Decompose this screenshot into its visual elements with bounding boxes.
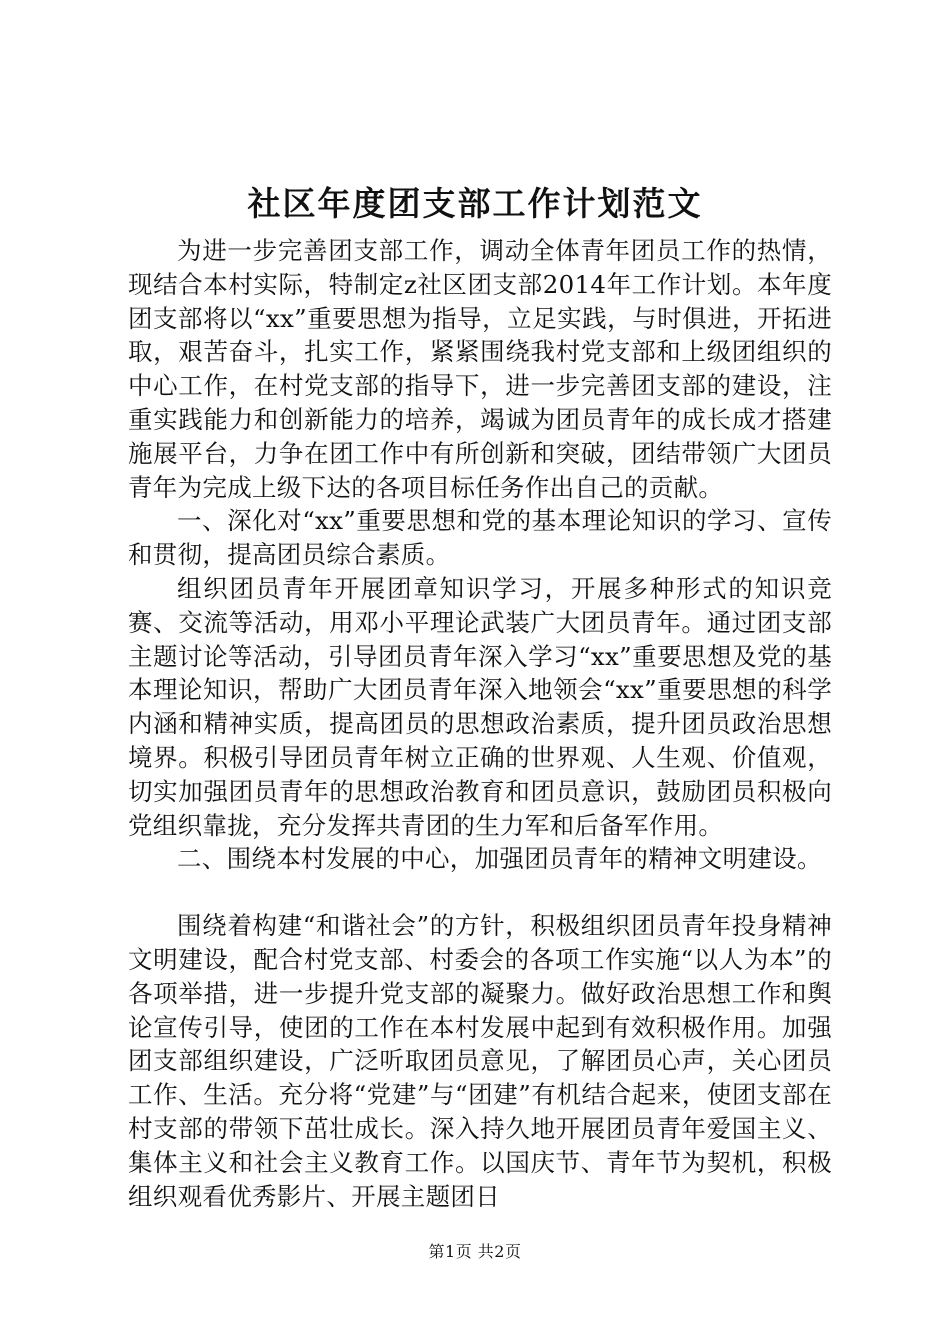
paragraph-section-2: 围绕着构建“和谐社会”的方针，积极组织团员青年投身精神文明建设，配合村党支部、村委会的各项工作实施“以人为本”的各项举措，进一步提升党支部的凝聚力。做好政治思想工作和舆论宣传引导，使团的工作在本村发展中起到有效积极作用。加强团支部组织建设，广泛听取团员意见，了解团员心声，关心团员工作、生活。充分将“党建”与“团建”有机结合起来，使团支部在村支部的带领下茁壮成长。深入持久地开展团员青年爱国主义、集体主义和社会主义教育工作。以国庆节、青年节为契机，积极组织观看优秀影片、开展主题团日 <box>128 911 832 1211</box>
document-body <box>128 234 832 1213</box>
paragraph-section-1: 组织团员青年开展团章知识学习，开展多种形式的知识竞赛、交流等活动，用邓小平理论武装广大团员青年。通过团支部主题讨论等活动，引导团员青年深入学习“xx”重要思想及党的基本理论知识，帮助广大团员青年深入地领会“xx”重要思想的科学内涵和精神实质，提高团员的思想政治素质，提升团员政治思想境界。积极引导团员青年树立正确的世界观、人生观、价值观，切实加强团员青年的思想政治教育和团员意识，鼓励团员积极向党组织靠拢，充分发挥共青团的生力军和后备军作用。 <box>128 573 832 840</box>
page-number-footer: 第1页 共2页 <box>428 1242 522 1261</box>
document-title: 社区年度团支部工作计划范文 <box>247 184 703 223</box>
section-heading-1: 一、深化对“xx”重要思想和党的基本理论知识的学习、宣传和贯彻，提高团员综合素质。 <box>128 506 832 570</box>
section-heading-2: 二、围绕本村发展的中心，加强团员青年的精神文明建设。 <box>177 844 822 874</box>
paragraph-intro: 为进一步完善团支部工作，调动全体青年团员工作的热情，现结合本村实际，特制定z社区团支部2014年工作计划。本年度团支部将以“xx”重要思想为指导，立足实践，与时俱进，开拓进取，艰苦奋斗，扎实工作，紧紧围绕我村党支部和上级团组织的中心工作，在村党支部的指导下，进一步完善团支部的建设，注重实践能力和创新能力的培养，竭诚为团员青年的成长成才搭建施展平台，力争在团工作中有所创新和突破，团结带领广大团员青年为完成上级下达的各项目标任务作出自己的贡献。 <box>128 236 832 502</box>
